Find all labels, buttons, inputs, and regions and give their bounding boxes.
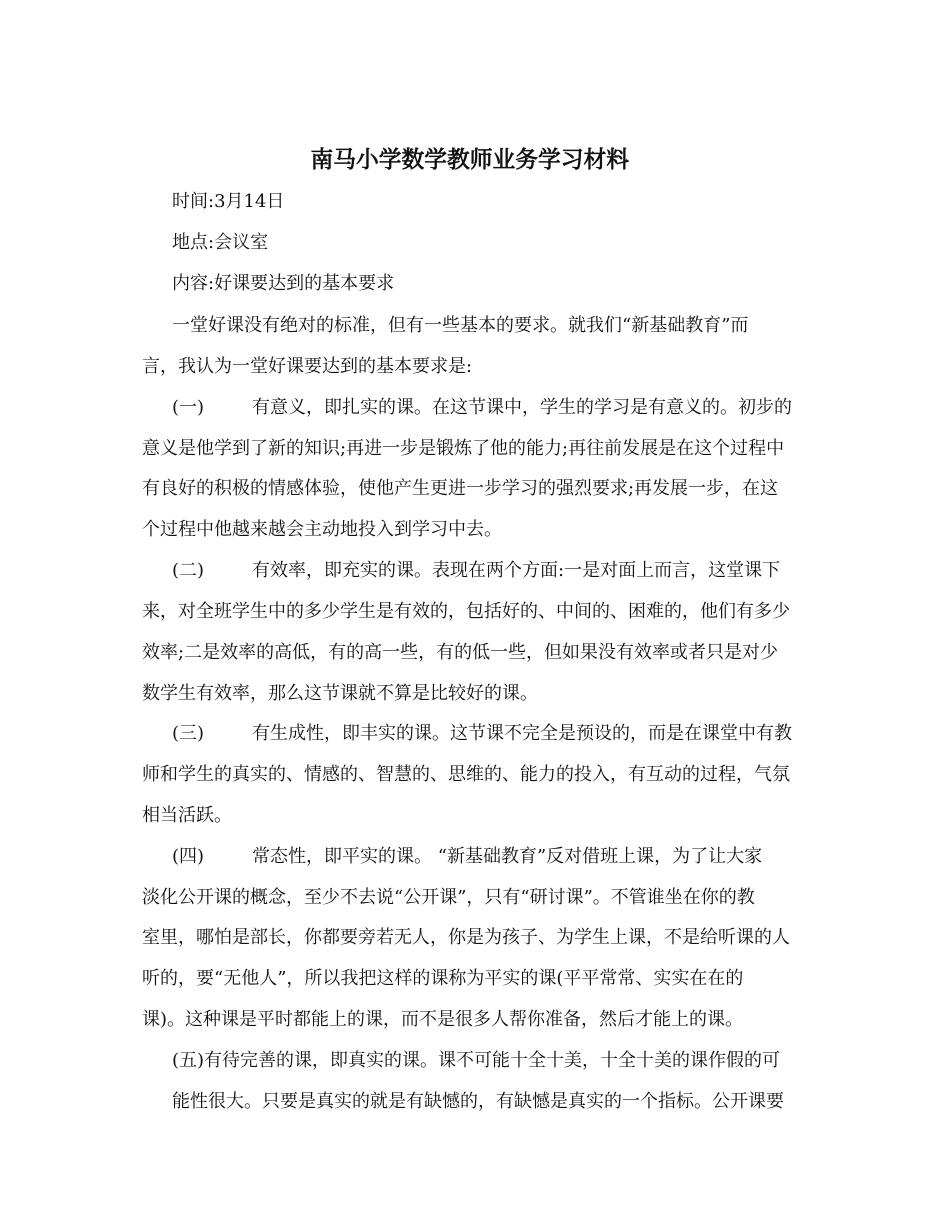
section-5-first-line: (五)有待完善的课，即真实的课。课不可能十全十美，十全十美的课作假的可 — [172, 1050, 781, 1071]
section-3-line-2: 师和学生的真实的、情感的、智慧的、思维的、能力的投入，有互动的过程，气氛 — [142, 764, 790, 785]
section-1-first-line — [172, 395, 792, 421]
section-1-number: (一) — [172, 397, 205, 418]
section-4-text: 常态性，即平实的课。 “新基础教育”反对借班上课，为了让大家 — [252, 846, 763, 867]
section-5-line-2: 能性很大。只要是真实的就是有缺憾的，有缺憾是真实的一个指标。公开课要 — [172, 1091, 784, 1112]
document-title: 南马小学数学教师业务学习材料 — [310, 146, 630, 173]
section-2-line-2: 来，对全班学生中的多少学生是有效的，包括好的、中间的、困难的，他们有多少 — [142, 601, 790, 622]
intro-line-2: 言，我认为一堂好课要达到的基本要求是: — [142, 356, 473, 377]
section-1-line-3: 有良好的积极的情感体验，使他产生更进一步学习的强烈要求;再发展一步，在这 — [142, 478, 779, 499]
section-4-line-4: 听的，要“无他人”，所以我把这样的课称为平实的课(平平常常、实实在在的 — [142, 968, 744, 989]
section-2-line-4: 数学生有效率，那么这节课就不算是比较好的课。 — [142, 683, 538, 704]
section-2-first-line — [172, 558, 780, 584]
meta-content: 内容:好课要达到的基本要求 — [172, 273, 395, 294]
section-2-number: (二) — [172, 560, 205, 581]
section-1-text: 有意义，即扎实的课。在这节课中，学生的学习是有意义的。初步的 — [252, 397, 793, 418]
section-2-line-3: 效率;二是效率的高低，有的高一些，有的低一些，但如果没有效率或者只是对少 — [142, 642, 779, 663]
section-3-text: 有生成性，即丰实的课。这节课不完全是预设的，而是在课堂中有教 — [252, 723, 793, 744]
section-3-line-3: 相当活跃。 — [142, 805, 232, 826]
section-3-number: (三) — [172, 723, 205, 744]
intro-line-1: 一堂好课没有绝对的标准，但有一些基本的要求。就我们“新基础教育”而 — [172, 315, 749, 336]
section-4-line-2: 淡化公开课的概念，至少不去说“公开课”，只有“研讨课”。不管谁坐在你的教 — [142, 887, 755, 908]
section-1-line-2: 意义是他学到了新的知识;再进一步是锻炼了他的能力;再往前发展是在这个过程中 — [142, 438, 785, 459]
section-3-first-line — [172, 721, 792, 747]
meta-place: 地点:会议室 — [172, 232, 269, 253]
section-4-line-3: 室里，哪怕是部长，你都要旁若无人，你是为孩子、为学生上课，不是给听课的人 — [142, 927, 790, 948]
section-2-text: 有效率，即充实的课。表现在两个方面:一是对面上而言，这堂课下 — [252, 560, 781, 581]
section-4-number: (四) — [172, 846, 205, 867]
section-4-line-5: 课)。这种课是平时都能上的课，而不是很多人帮你准备，然后才能上的课。 — [142, 1009, 744, 1030]
section-4-first-line — [172, 844, 762, 870]
section-1-line-4: 个过程中他越来越会主动地投入到学习中去。 — [142, 519, 502, 540]
meta-time: 时间:3月14日 — [172, 191, 285, 212]
